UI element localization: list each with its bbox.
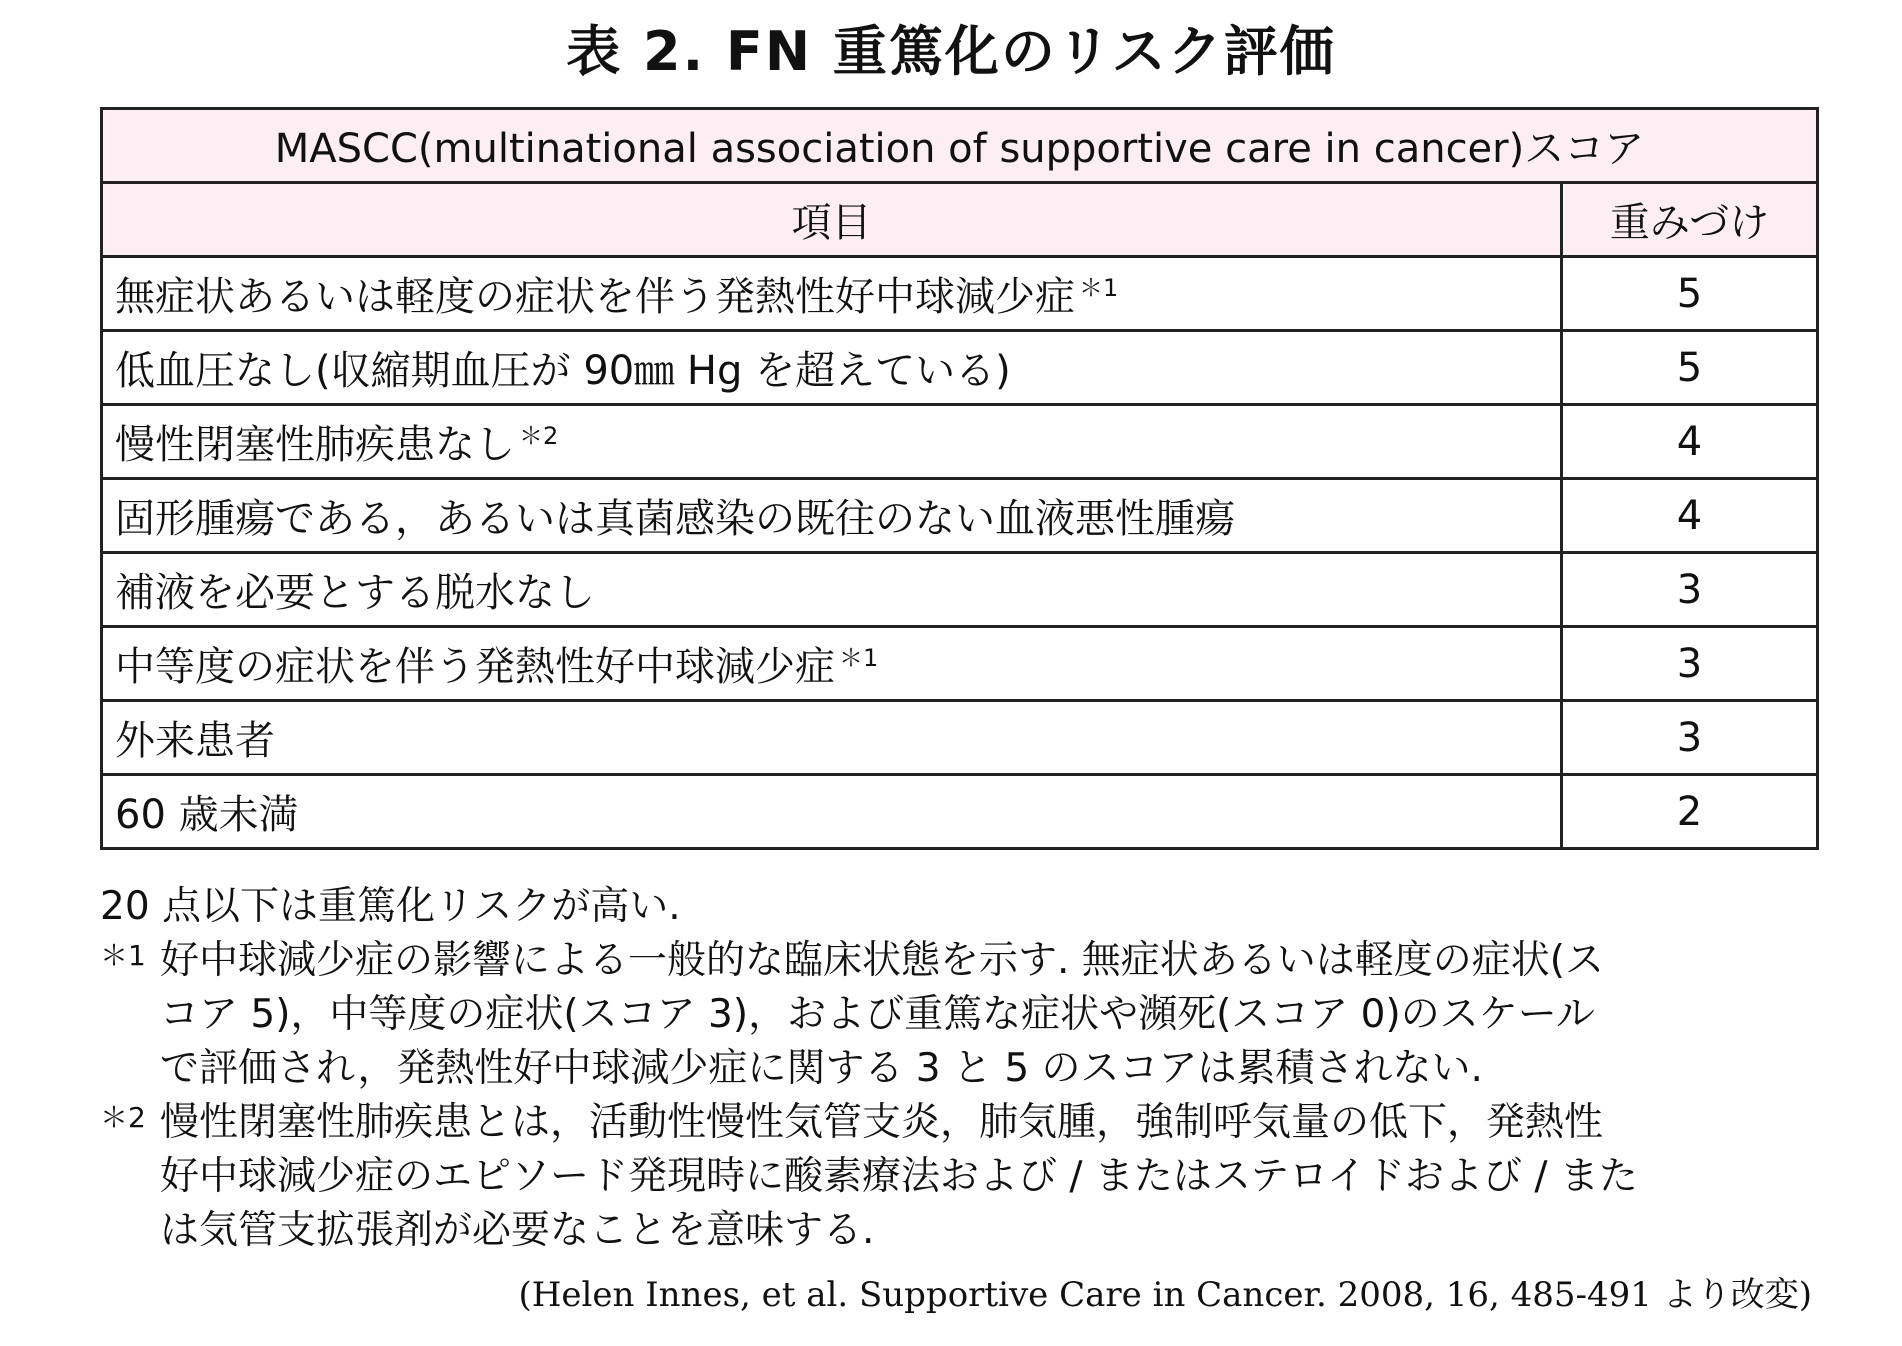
table-row <box>102 405 1818 479</box>
row-item-cell <box>102 331 1562 405</box>
table-row <box>102 627 1818 701</box>
footnote-1-mark: ＊1 <box>100 939 146 972</box>
row-weight: 3 <box>1562 553 1818 627</box>
footnote-1-text <box>160 934 1820 1096</box>
table-row <box>102 479 1818 553</box>
column-header-weight: 重みづけ <box>1562 183 1818 257</box>
footnote-2-text <box>160 1096 1820 1258</box>
table-row <box>102 257 1818 331</box>
row-weight: 4 <box>1562 405 1818 479</box>
row-item-text: 無症状あるいは軽度の症状を伴う発熱性好中球減少症 <box>115 274 1075 320</box>
footnote-mark: ＊2 <box>519 422 559 450</box>
row-item-cell <box>102 775 1562 849</box>
row-item-cell <box>102 405 1562 479</box>
footnote-line: 好中球減少症の影響による一般的な臨床状態を示す. 無症状あるいは軽度の症状(ス <box>160 938 1605 983</box>
row-item-cell <box>102 257 1562 331</box>
row-weight: 3 <box>1562 627 1818 701</box>
mascc-score-table <box>100 107 1819 850</box>
row-item-text: 中等度の症状を伴う発熱性好中球減少症 <box>115 644 835 690</box>
table-title: 表 2. FN 重篤化のリスク評価 <box>566 20 1336 83</box>
row-weight: 2 <box>1562 775 1818 849</box>
footnote-line: で評価され，発熱性好中球減少症に関する 3 と 5 のスコアは累積されない. <box>160 1046 1483 1091</box>
row-item-cell <box>102 553 1562 627</box>
threshold-note: 20 点以下は重篤化リスクが高い. <box>100 884 681 929</box>
row-item-text: 外来患者 <box>115 718 275 764</box>
footnote-line: コア 5)，中等度の症状(スコア 3)，および重篤な症状や瀕死(スコア 0)のスケール <box>160 992 1595 1037</box>
footnote-2-mark: ＊2 <box>100 1101 146 1134</box>
footnote-mark: ＊1 <box>839 644 879 672</box>
footnote-line: は気管支拡張剤が必要なことを意味する. <box>160 1208 875 1253</box>
row-weight: 3 <box>1562 701 1818 775</box>
row-item-text: 60 歳未満 <box>115 792 299 838</box>
row-item-text: 固形腫瘍である，あるいは真菌感染の既往のない血液悪性腫瘍 <box>115 496 1235 542</box>
table-notes <box>100 880 1820 1258</box>
score-title-row <box>102 109 1818 183</box>
row-weight: 5 <box>1562 257 1818 331</box>
row-weight: 4 <box>1562 479 1818 553</box>
row-weight: 5 <box>1562 331 1818 405</box>
footnote-1 <box>100 934 1820 1096</box>
table-row <box>102 553 1818 627</box>
row-item-cell <box>102 627 1562 701</box>
footnote-line: 慢性閉塞性肺疾患とは，活動性慢性気管支炎，肺気腫，強制呼気量の低下，発熱性 <box>160 1100 1604 1145</box>
row-item-text: 慢性閉塞性肺疾患なし <box>115 422 515 468</box>
column-header-item: 項目 <box>102 183 1562 257</box>
row-item-cell <box>102 701 1562 775</box>
table-row <box>102 775 1818 849</box>
table-row <box>102 331 1818 405</box>
row-item-text: 低血圧なし(収縮期血圧が 90㎜ Hg を超えている) <box>115 348 1011 394</box>
footnote-line: 好中球減少症のエピソード発現時に酸素療法および / またはステロイドおよび / また <box>160 1154 1638 1199</box>
source-citation: (Helen Innes, et al. Supportive Care in Cancer. 2008, 16, 485-491 より改変) <box>518 1275 1812 1315</box>
table-row <box>102 701 1818 775</box>
footnote-2 <box>100 1096 1820 1258</box>
column-header-row <box>102 183 1818 257</box>
footnote-mark: ＊1 <box>1079 274 1119 302</box>
score-title: MASCC(multinational association of supportive care in cancer)スコア <box>102 109 1818 183</box>
row-item-cell <box>102 479 1562 553</box>
row-item-text: 補液を必要とする脱水なし <box>115 570 595 616</box>
